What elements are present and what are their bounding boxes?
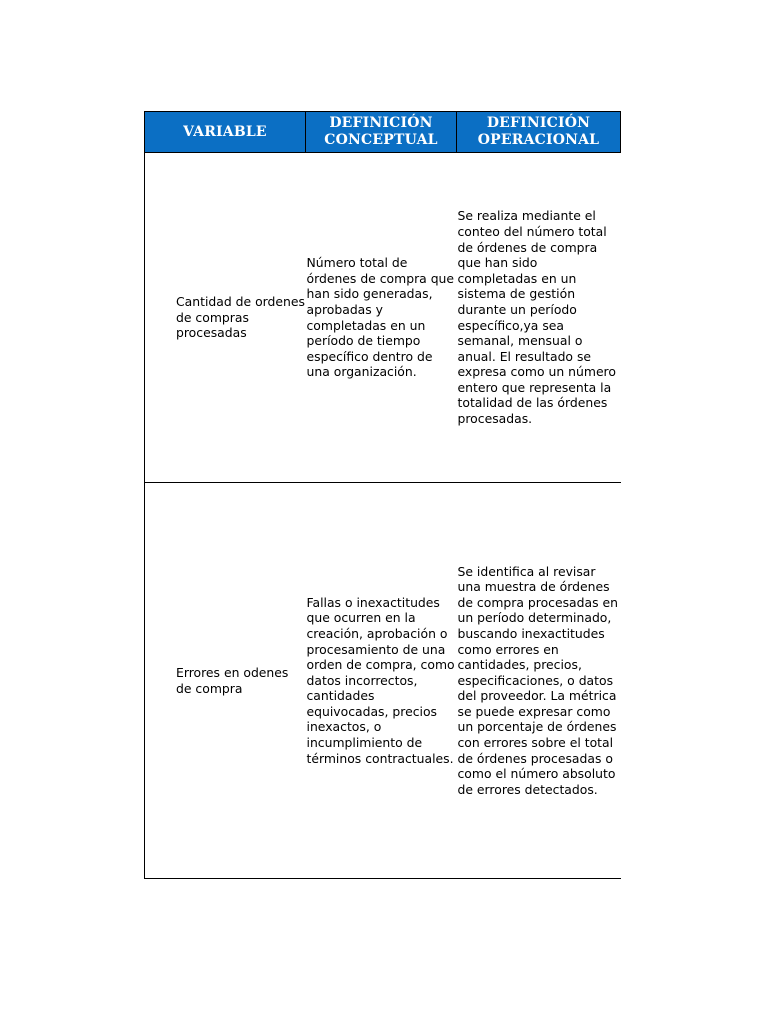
definitions-table	[144, 111, 621, 879]
conceptual-definition-cell: Número total de órdenes de compra que han sido generadas, aprobadas y completadas en un período de tiempo específico dentro de una organización.	[306, 153, 457, 483]
header-variable-label: VARIABLE	[183, 123, 267, 140]
header-conceptual-line2: CONCEPTUAL	[324, 132, 438, 148]
header-conceptual-definition	[306, 112, 457, 153]
header-variable	[145, 112, 306, 153]
header-operational-line2: OPERACIONAL	[477, 132, 600, 148]
table-row	[145, 483, 621, 879]
operational-definition-cell: Se identifica al revisar una muestra de órdenes de compra procesadas en un período determinado, buscando inexactitudes como errores en cantidades, precios, especificaciones, o datos del proveedor. La métrica se puede expresar como un porcentaje de órdenes con errores sobre el total de órdenes procesadas o como el número absoluto de errores detectados.	[457, 483, 621, 879]
operational-definition-cell: Se realiza mediante el conteo del número total de órdenes de compra que han sido completadas en un sistema de gestión durante un período específico,ya sea semanal, mensual o anual. El resultado se expresa como un número entero que representa la totalidad de las órdenes procesadas.	[457, 153, 621, 483]
table-header-row	[145, 112, 621, 153]
header-conceptual-line1: DEFINICIÓN	[329, 115, 433, 131]
variable-cell: Cantidad de ordenes de compras procesadas	[145, 153, 306, 483]
variable-cell: Errores en odenes de compra	[145, 483, 306, 879]
header-operational-line1: DEFINICIÓN	[486, 115, 591, 131]
table-row	[145, 153, 621, 483]
conceptual-definition-cell: Fallas o inexactitudes que ocurren en la creación, aprobación o procesamiento de una orden de compra, como datos incorrectos, cantidades equivocadas, precios inexactos, o incumplimiento de términos contractuales.	[306, 483, 457, 879]
header-operational-definition	[457, 112, 621, 153]
